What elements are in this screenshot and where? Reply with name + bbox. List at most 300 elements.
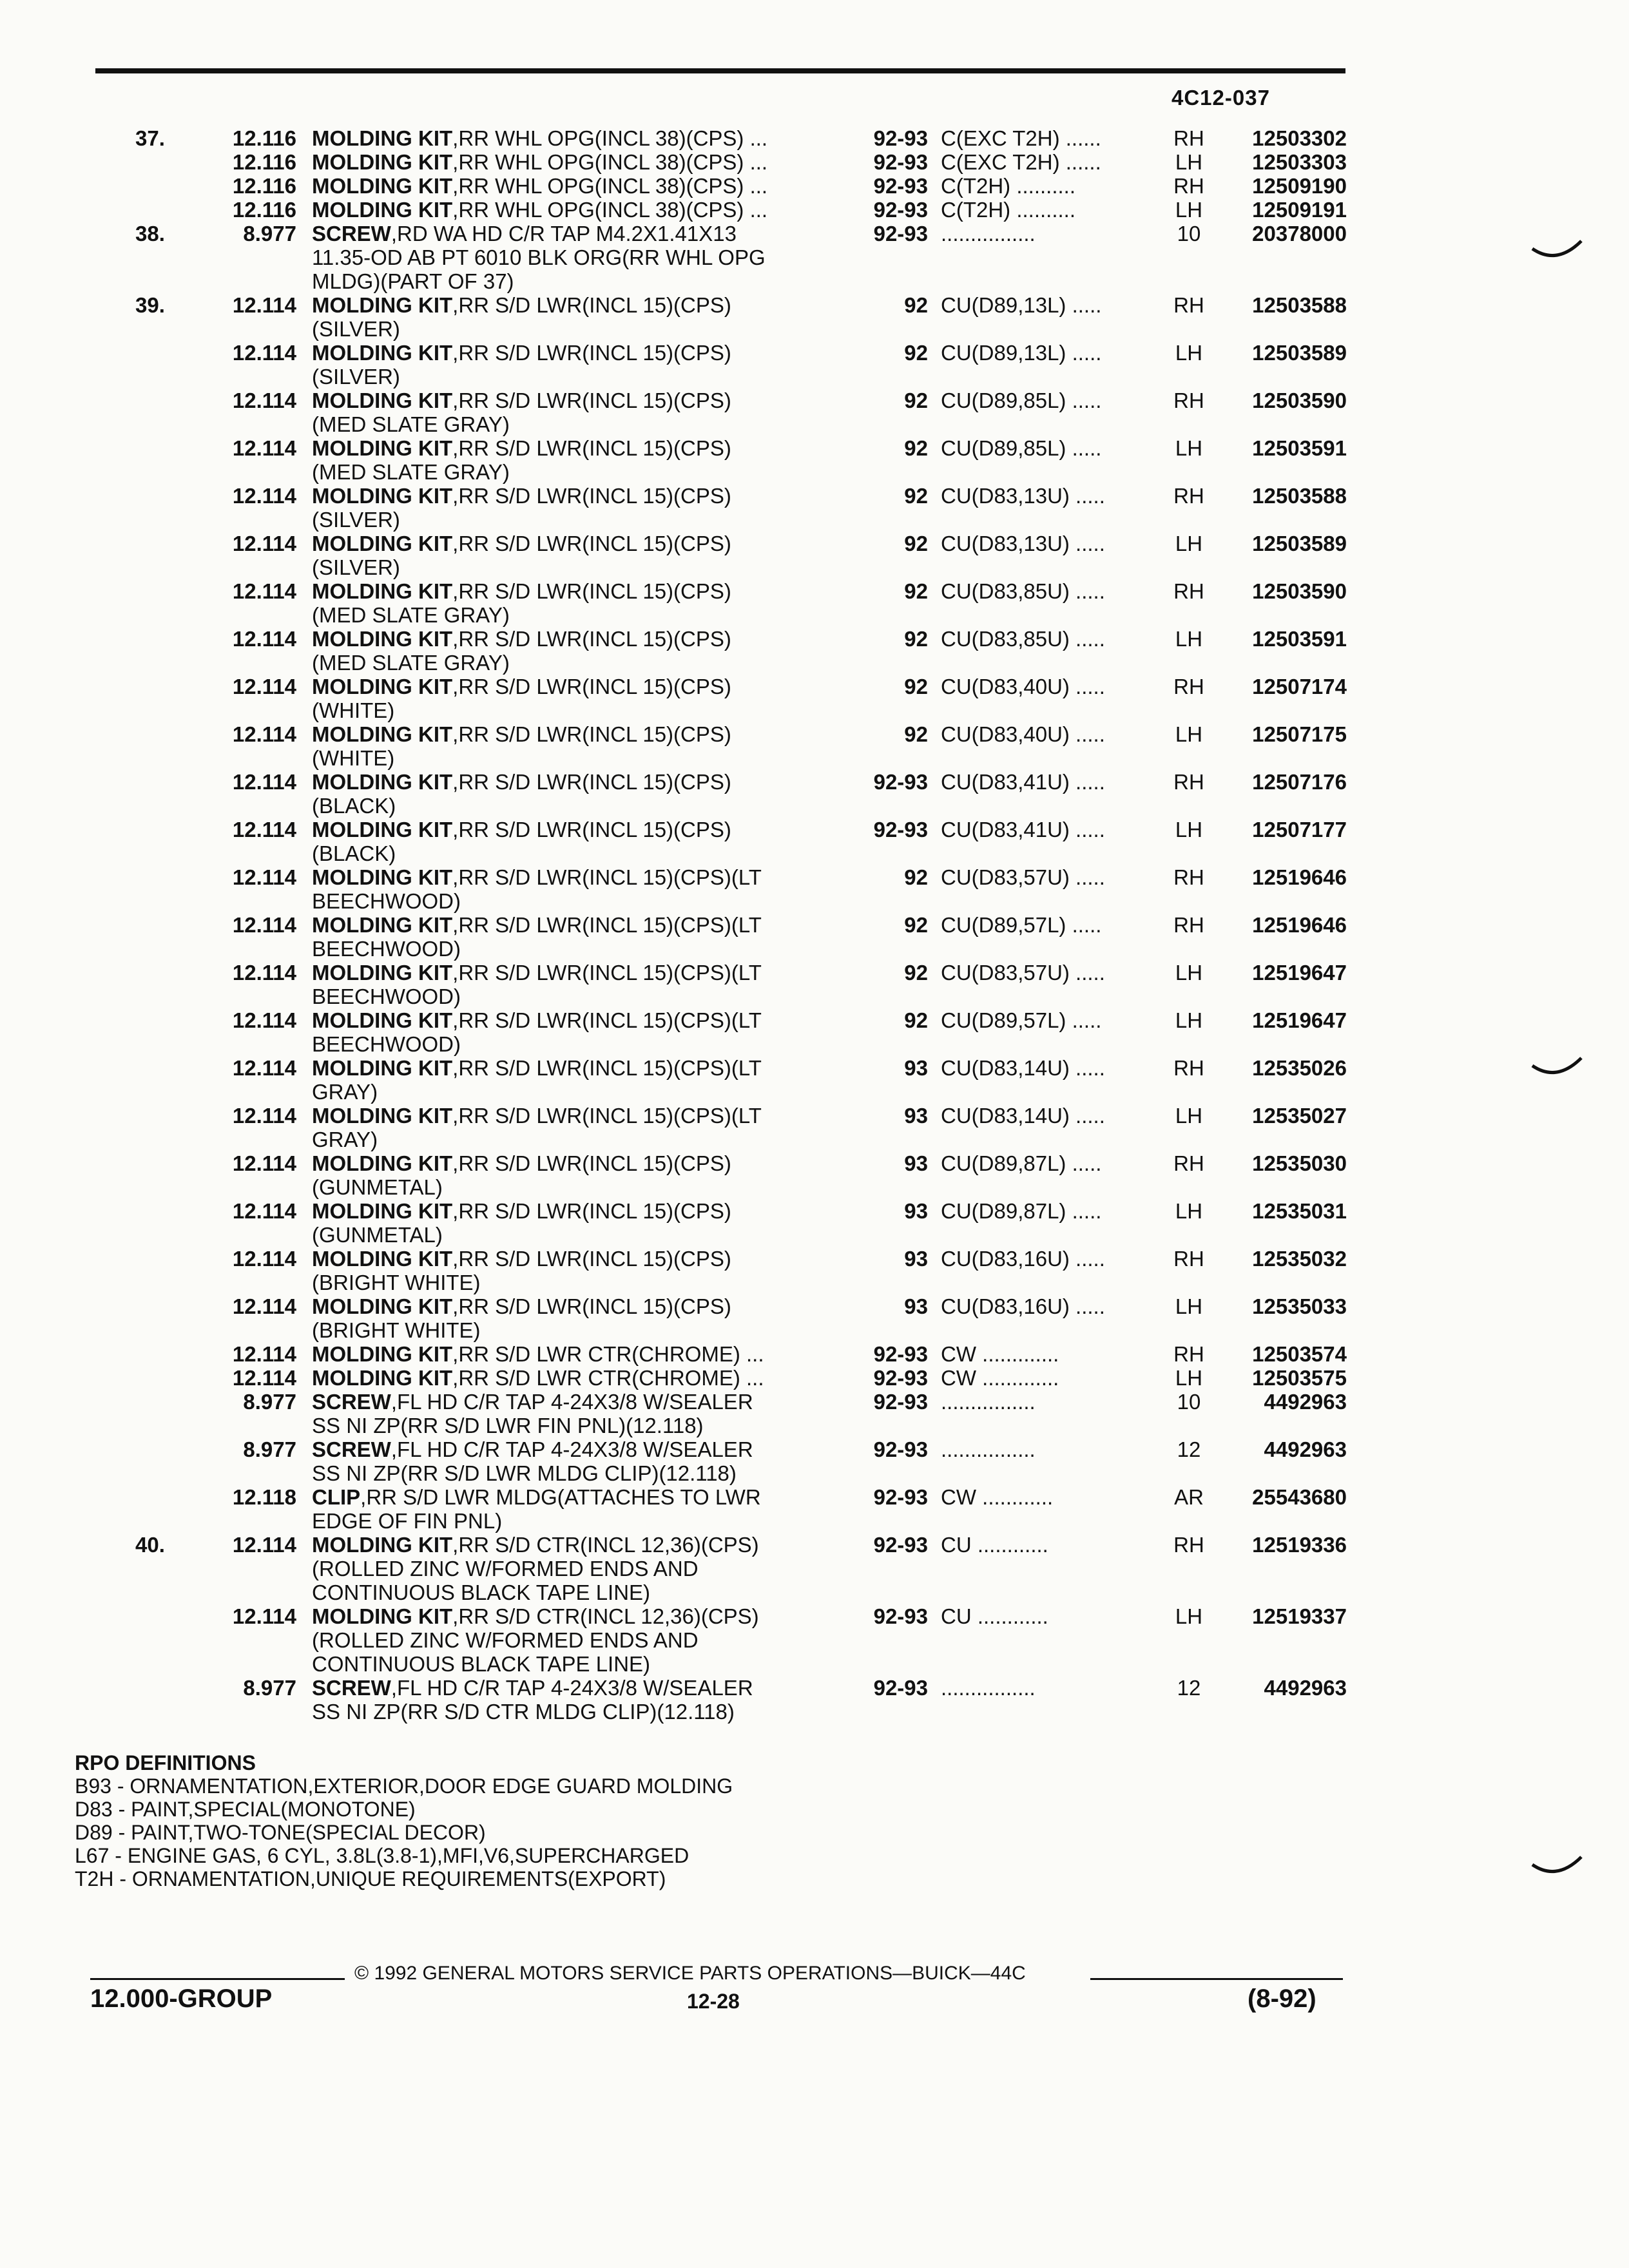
part-spec-continued: CONTINUOUS BLACK TAPE LINE) (312, 1652, 651, 1676)
model-code: CU(D83,13U) ..... (941, 532, 1105, 555)
model-code: CU(D89,57L) ..... (941, 1008, 1102, 1032)
model-year: 93 (904, 1247, 928, 1271)
page-number: 12-28 (687, 1990, 740, 2013)
table-row (0, 1294, 1629, 1342)
group-number: 12.114 (232, 436, 296, 460)
table-row (0, 1390, 1629, 1437)
model-year: 92 (904, 436, 928, 460)
part-number: 12503588 (1252, 484, 1347, 508)
top-rule (95, 68, 1345, 73)
model-year: 92 (904, 389, 928, 412)
model-year: 92 (904, 913, 928, 937)
quantity: 10 (1177, 1390, 1201, 1414)
quantity: LH (1175, 627, 1203, 651)
model-code: CU(D83,85U) ..... (941, 579, 1105, 603)
part-description (312, 627, 847, 675)
rpo-header: RPO DEFINITIONS (75, 1751, 256, 1774)
part-spec-continued: MLDG)(PART OF 37) (312, 269, 514, 293)
part-description (312, 1437, 847, 1485)
model-year: 92 (904, 341, 928, 365)
table-row (0, 222, 1629, 293)
model-code: ................ (941, 1676, 1036, 1700)
part-description (312, 436, 847, 484)
part-name: MOLDING KIT (312, 1294, 453, 1318)
model-year: 92-93 (873, 1437, 928, 1461)
quantity: LH (1175, 1199, 1203, 1223)
part-number: 25543680 (1252, 1485, 1347, 1509)
part-number: 12503302 (1252, 126, 1347, 150)
model-code: CU(D83,57U) ..... (941, 865, 1105, 889)
part-name: MOLDING KIT (312, 627, 453, 651)
part-number: 12519647 (1252, 961, 1347, 985)
group-label: 12.000-GROUP (90, 1984, 273, 2013)
part-spec: ,RR S/D LWR(INCL 15)(CPS) (452, 389, 731, 412)
part-description (312, 532, 847, 579)
model-year: 92-93 (873, 1604, 928, 1628)
part-spec: ,FL HD C/R TAP 4-24X3/8 W/SEALER (390, 1437, 753, 1461)
quantity: LH (1175, 1104, 1203, 1128)
model-code: CU(D83,40U) ..... (941, 675, 1105, 698)
part-name: MOLDING KIT (312, 675, 453, 698)
part-spec: ,RR S/D LWR(INCL 15)(CPS)(LT (452, 1056, 762, 1080)
part-number: 12535027 (1252, 1104, 1347, 1128)
part-spec-continued: (BLACK) (312, 841, 396, 865)
part-name: MOLDING KIT (312, 818, 453, 841)
table-row (0, 1485, 1629, 1533)
part-name: SCREW (312, 222, 391, 245)
part-spec: ,RR S/D LWR(INCL 15)(CPS) (452, 1151, 731, 1175)
footer-rule-right (1090, 1978, 1343, 1980)
group-number: 12.114 (232, 1199, 296, 1223)
table-row (0, 1437, 1629, 1485)
quantity: RH (1173, 126, 1204, 150)
model-year: 92-93 (873, 1485, 928, 1509)
part-name: MOLDING KIT (312, 865, 453, 889)
group-number: 12.114 (232, 1604, 296, 1628)
part-number: 12507177 (1252, 818, 1347, 841)
rpo-line: L67 - ENGINE GAS, 6 CYL, 3.8L(3.8-1),MFI,V6,SUPERCHARGED (75, 1844, 689, 1867)
part-name: SCREW (312, 1437, 391, 1461)
table-row (0, 1676, 1629, 1724)
quantity: LH (1175, 1366, 1203, 1390)
quantity: LH (1175, 1294, 1203, 1318)
model-code: C(EXC T2H) ...... (941, 126, 1101, 150)
part-number: 12509191 (1252, 198, 1347, 222)
part-spec-continued: BEECHWOOD) (312, 985, 461, 1008)
part-description (312, 1485, 847, 1533)
part-name: SCREW (312, 1390, 391, 1414)
part-spec: ,RR S/D LWR(INCL 15)(CPS) (452, 1294, 731, 1318)
model-year: 93 (904, 1056, 928, 1080)
table-row (0, 389, 1629, 436)
part-number: 12503575 (1252, 1366, 1347, 1390)
table-row (0, 1366, 1629, 1390)
model-year: 92 (904, 484, 928, 508)
part-spec-continued: SS NI ZP(RR S/D CTR MLDG CLIP)(12.118) (312, 1700, 735, 1724)
model-year: 92-93 (873, 150, 928, 174)
quantity: AR (1174, 1485, 1204, 1509)
model-year: 92-93 (873, 1533, 928, 1557)
part-spec-continued: (BRIGHT WHITE) (312, 1271, 481, 1294)
part-name: MOLDING KIT (312, 532, 453, 555)
part-name: MOLDING KIT (312, 579, 453, 603)
group-number: 12.114 (232, 484, 296, 508)
part-spec: ,FL HD C/R TAP 4-24X3/8 W/SEALER (390, 1390, 753, 1414)
model-year: 92-93 (873, 222, 928, 245)
table-row (0, 484, 1629, 532)
part-name: MOLDING KIT (312, 126, 453, 150)
rpo-definitions (75, 1751, 733, 1890)
part-number: 12519647 (1252, 1008, 1347, 1032)
part-number: 12509190 (1252, 174, 1347, 198)
part-description (312, 126, 847, 150)
part-description (312, 818, 847, 865)
item-number: 37. (135, 126, 165, 150)
part-name: SCREW (312, 1676, 391, 1700)
table-row (0, 341, 1629, 389)
part-spec-continued: (SILVER) (312, 555, 400, 579)
quantity: LH (1175, 436, 1203, 460)
part-name: CLIP (312, 1485, 361, 1509)
model-year: 92 (904, 627, 928, 651)
model-year: 92-93 (873, 1366, 928, 1390)
part-name: MOLDING KIT (312, 150, 453, 174)
part-spec: ,RR S/D LWR(INCL 15)(CPS)(LT (452, 1008, 762, 1032)
part-description (312, 579, 847, 627)
item-number: 39. (135, 293, 165, 317)
part-spec: ,RR S/D LWR(INCL 15)(CPS) (452, 627, 731, 651)
model-code: ................ (941, 1437, 1036, 1461)
table-row (0, 722, 1629, 770)
part-name: MOLDING KIT (312, 961, 453, 985)
table-row (0, 1151, 1629, 1199)
model-code: CU(D83,16U) ..... (941, 1294, 1105, 1318)
model-code: CU(D83,16U) ..... (941, 1247, 1105, 1271)
model-code: CU(D89,13L) ..... (941, 341, 1102, 365)
part-spec: ,RR S/D LWR(INCL 15)(CPS)(LT (452, 913, 762, 937)
model-code: CU(D89,87L) ..... (941, 1151, 1102, 1175)
part-name: MOLDING KIT (312, 770, 453, 794)
model-year: 92 (904, 722, 928, 746)
part-description (312, 865, 847, 913)
group-number: 12.114 (232, 627, 296, 651)
part-spec: ,RR S/D CTR(INCL 12,36)(CPS) (452, 1604, 759, 1628)
group-number: 12.114 (232, 1151, 296, 1175)
part-name: MOLDING KIT (312, 341, 453, 365)
parts-table (0, 126, 1629, 1724)
table-row (0, 532, 1629, 579)
part-spec-continued: (ROLLED ZINC W/FORMED ENDS AND (312, 1557, 699, 1581)
model-year: 92-93 (873, 174, 928, 198)
part-name: MOLDING KIT (312, 1151, 453, 1175)
part-description (312, 1342, 847, 1366)
part-spec-continued: BEECHWOOD) (312, 937, 461, 961)
part-description (312, 913, 847, 961)
table-row (0, 675, 1629, 722)
quantity: RH (1173, 579, 1204, 603)
part-spec: ,RR S/D LWR(INCL 15)(CPS) (452, 722, 731, 746)
part-name: MOLDING KIT (312, 1342, 453, 1366)
model-code: CU(D83,40U) ..... (941, 722, 1105, 746)
part-spec: ,RR S/D LWR(INCL 15)(CPS)(LT (452, 1104, 762, 1128)
part-spec: ,RR S/D LWR(INCL 15)(CPS) (452, 484, 731, 508)
part-spec-continued: (SILVER) (312, 365, 400, 389)
part-spec: ,RR WHL OPG(INCL 38)(CPS) ... (452, 198, 768, 222)
part-description (312, 1199, 847, 1247)
part-spec: ,RR S/D LWR(INCL 15)(CPS) (452, 532, 731, 555)
rpo-line: B93 - ORNAMENTATION,EXTERIOR,DOOR EDGE GUARD MOLDING (75, 1774, 733, 1798)
part-spec: ,RR S/D LWR(INCL 15)(CPS) (452, 341, 731, 365)
part-spec-continued: (MED SLATE GRAY) (312, 651, 510, 675)
part-number: 12507175 (1252, 722, 1347, 746)
part-name: MOLDING KIT (312, 293, 453, 317)
group-number: 12.114 (232, 389, 296, 412)
part-spec: ,RR S/D LWR MLDG(ATTACHES TO LWR (360, 1485, 761, 1509)
part-spec-continued: EDGE OF FIN PNL) (312, 1509, 503, 1533)
part-description (312, 1390, 847, 1437)
part-spec-continued: BEECHWOOD) (312, 889, 461, 913)
part-name: MOLDING KIT (312, 1199, 453, 1223)
part-description (312, 722, 847, 770)
model-code: CU(D89,87L) ..... (941, 1199, 1102, 1223)
quantity: LH (1175, 722, 1203, 746)
page-code: 4C12-037 (1171, 86, 1270, 110)
model-code: CW ............ (941, 1485, 1054, 1509)
part-description (312, 174, 847, 198)
model-code: CU(D83,41U) ..... (941, 818, 1105, 841)
binder-mark-icon (1531, 1856, 1583, 1881)
part-number: 20378000 (1252, 222, 1347, 245)
part-name: MOLDING KIT (312, 389, 453, 412)
part-number: 12535026 (1252, 1056, 1347, 1080)
model-year: 92 (904, 293, 928, 317)
group-number: 12.114 (232, 961, 296, 985)
model-code: C(T2H) .......... (941, 174, 1076, 198)
quantity: RH (1173, 174, 1204, 198)
group-number: 12.114 (232, 913, 296, 937)
part-number: 12503591 (1252, 436, 1347, 460)
part-spec: ,RR S/D CTR(INCL 12,36)(CPS) (452, 1533, 759, 1557)
group-number: 12.116 (232, 150, 296, 174)
group-number: 12.118 (232, 1485, 296, 1509)
table-row (0, 150, 1629, 174)
model-code: CW ............. (941, 1366, 1059, 1390)
part-name: MOLDING KIT (312, 1104, 453, 1128)
model-year: 92-93 (873, 1342, 928, 1366)
part-spec-continued: (WHITE) (312, 746, 395, 770)
quantity: RH (1173, 770, 1204, 794)
part-number: 12503591 (1252, 627, 1347, 651)
part-name: MOLDING KIT (312, 198, 453, 222)
table-row (0, 627, 1629, 675)
part-number: 12535030 (1252, 1151, 1347, 1175)
part-description (312, 484, 847, 532)
model-code: CU(D83,41U) ..... (941, 770, 1105, 794)
group-number: 12.114 (232, 341, 296, 365)
group-number: 12.114 (232, 1008, 296, 1032)
part-spec: ,RR S/D LWR(INCL 15)(CPS) (452, 293, 731, 317)
model-year: 92-93 (873, 770, 928, 794)
part-spec-continued: (BRIGHT WHITE) (312, 1318, 481, 1342)
group-number: 12.114 (232, 579, 296, 603)
part-number: 12507176 (1252, 770, 1347, 794)
part-spec-continued: SS NI ZP(RR S/D LWR MLDG CLIP)(12.118) (312, 1461, 737, 1485)
part-description (312, 150, 847, 174)
part-spec: ,RR S/D LWR(INCL 15)(CPS)(LT (452, 865, 762, 889)
group-number: 12.114 (232, 1366, 296, 1390)
part-number: 4492963 (1264, 1390, 1347, 1414)
group-number: 8.977 (243, 1390, 296, 1414)
table-row (0, 961, 1629, 1008)
model-year: 93 (904, 1199, 928, 1223)
part-name: MOLDING KIT (312, 1247, 453, 1271)
part-description (312, 1294, 847, 1342)
quantity: RH (1173, 484, 1204, 508)
part-spec: ,RR S/D LWR(INCL 15)(CPS) (452, 1247, 731, 1271)
part-name: MOLDING KIT (312, 1533, 453, 1557)
part-name: MOLDING KIT (312, 1604, 453, 1628)
table-row (0, 1247, 1629, 1294)
part-name: MOLDING KIT (312, 1056, 453, 1080)
table-row (0, 770, 1629, 818)
part-spec: ,RR S/D LWR(INCL 15)(CPS) (452, 579, 731, 603)
item-number: 40. (135, 1533, 165, 1557)
quantity: LH (1175, 532, 1203, 555)
part-spec: ,RR WHL OPG(INCL 38)(CPS) ... (452, 174, 768, 198)
table-row (0, 1199, 1629, 1247)
group-number: 8.977 (243, 1676, 296, 1700)
model-code: CU ............ (941, 1604, 1048, 1628)
part-spec-continued: BEECHWOOD) (312, 1032, 461, 1056)
part-spec-continued: GRAY) (312, 1128, 378, 1151)
part-number: 12507174 (1252, 675, 1347, 698)
group-number: 12.114 (232, 722, 296, 746)
quantity: RH (1173, 1342, 1204, 1366)
quantity: RH (1173, 1151, 1204, 1175)
binder-mark-icon (1531, 1057, 1583, 1082)
part-description (312, 198, 847, 222)
part-number: 12503589 (1252, 532, 1347, 555)
part-number: 12519646 (1252, 913, 1347, 937)
quantity: LH (1175, 198, 1203, 222)
quantity: LH (1175, 961, 1203, 985)
part-spec: ,RR S/D LWR CTR(CHROME) ... (452, 1366, 764, 1390)
part-spec: ,RR S/D LWR CTR(CHROME) ... (452, 1342, 764, 1366)
rpo-line: T2H - ORNAMENTATION,UNIQUE REQUIREMENTS(EXPORT) (75, 1867, 666, 1890)
quantity: RH (1173, 1056, 1204, 1080)
part-spec-continued: (SILVER) (312, 508, 400, 532)
rpo-line: D83 - PAINT,SPECIAL(MONOTONE) (75, 1798, 416, 1821)
part-spec-continued: GRAY) (312, 1080, 378, 1104)
model-code: CU(D83,14U) ..... (941, 1056, 1105, 1080)
quantity: LH (1175, 150, 1203, 174)
model-year: 92 (904, 579, 928, 603)
group-number: 12.114 (232, 865, 296, 889)
quantity: 12 (1177, 1437, 1201, 1461)
group-number: 12.114 (232, 1056, 296, 1080)
item-number: 38. (135, 222, 165, 245)
model-code: CU ............ (941, 1533, 1048, 1557)
part-number: 12535033 (1252, 1294, 1347, 1318)
part-description (312, 1104, 847, 1151)
part-spec-continued: CONTINUOUS BLACK TAPE LINE) (312, 1581, 651, 1604)
model-year: 92-93 (873, 126, 928, 150)
model-year: 93 (904, 1104, 928, 1128)
part-description (312, 1008, 847, 1056)
group-number: 12.116 (232, 198, 296, 222)
part-name: MOLDING KIT (312, 436, 453, 460)
model-code: CU(D89,57L) ..... (941, 913, 1102, 937)
part-description (312, 389, 847, 436)
model-year: 92-93 (873, 198, 928, 222)
part-spec-continued: 11.35-OD AB PT 6010 BLK ORG(RR WHL OPG (312, 245, 766, 269)
group-number: 12.114 (232, 1294, 296, 1318)
part-number: 12535031 (1252, 1199, 1347, 1223)
group-number: 12.114 (232, 1533, 296, 1557)
part-number: 12519646 (1252, 865, 1347, 889)
group-number: 12.116 (232, 126, 296, 150)
table-row (0, 865, 1629, 913)
model-code: CU(D89,85L) ..... (941, 389, 1102, 412)
quantity: RH (1173, 293, 1204, 317)
group-number: 12.114 (232, 1342, 296, 1366)
table-row (0, 1604, 1629, 1676)
part-spec-continued: (MED SLATE GRAY) (312, 603, 510, 627)
table-row (0, 174, 1629, 198)
table-row (0, 1104, 1629, 1151)
table-row (0, 579, 1629, 627)
part-spec: ,RR S/D LWR(INCL 15)(CPS) (452, 675, 731, 698)
rpo-line: D89 - PAINT,TWO-TONE(SPECIAL DECOR) (75, 1821, 486, 1844)
part-number: 12519336 (1252, 1533, 1347, 1557)
group-number: 12.114 (232, 1104, 296, 1128)
binder-mark-icon (1531, 240, 1583, 265)
model-code: C(T2H) .......... (941, 198, 1076, 222)
model-code: CW ............. (941, 1342, 1059, 1366)
part-spec: ,RR WHL OPG(INCL 38)(CPS) ... (452, 150, 768, 174)
group-number: 12.114 (232, 293, 296, 317)
quantity: 12 (1177, 1676, 1201, 1700)
part-name: MOLDING KIT (312, 484, 453, 508)
part-description (312, 293, 847, 341)
part-number: 12535032 (1252, 1247, 1347, 1271)
model-year: 92-93 (873, 818, 928, 841)
quantity: RH (1173, 913, 1204, 937)
part-description (312, 1247, 847, 1294)
group-number: 12.114 (232, 532, 296, 555)
part-spec-continued: (MED SLATE GRAY) (312, 460, 510, 484)
quantity: LH (1175, 818, 1203, 841)
part-spec-continued: (MED SLATE GRAY) (312, 412, 510, 436)
model-year: 92 (904, 1008, 928, 1032)
part-name: MOLDING KIT (312, 722, 453, 746)
part-description (312, 1604, 847, 1676)
part-number: 12503574 (1252, 1342, 1347, 1366)
table-row (0, 126, 1629, 150)
model-year: 92 (904, 865, 928, 889)
part-spec: ,RR S/D LWR(INCL 15)(CPS) (452, 1199, 731, 1223)
quantity: LH (1175, 341, 1203, 365)
table-row (0, 818, 1629, 865)
quantity: RH (1173, 675, 1204, 698)
footer-rule-left (90, 1978, 345, 1980)
model-code: CU(D83,14U) ..... (941, 1104, 1105, 1128)
quantity: LH (1175, 1604, 1203, 1628)
part-description (312, 222, 847, 293)
group-number: 12.116 (232, 174, 296, 198)
quantity: RH (1173, 1247, 1204, 1271)
model-code: C(EXC T2H) ...... (941, 150, 1101, 174)
